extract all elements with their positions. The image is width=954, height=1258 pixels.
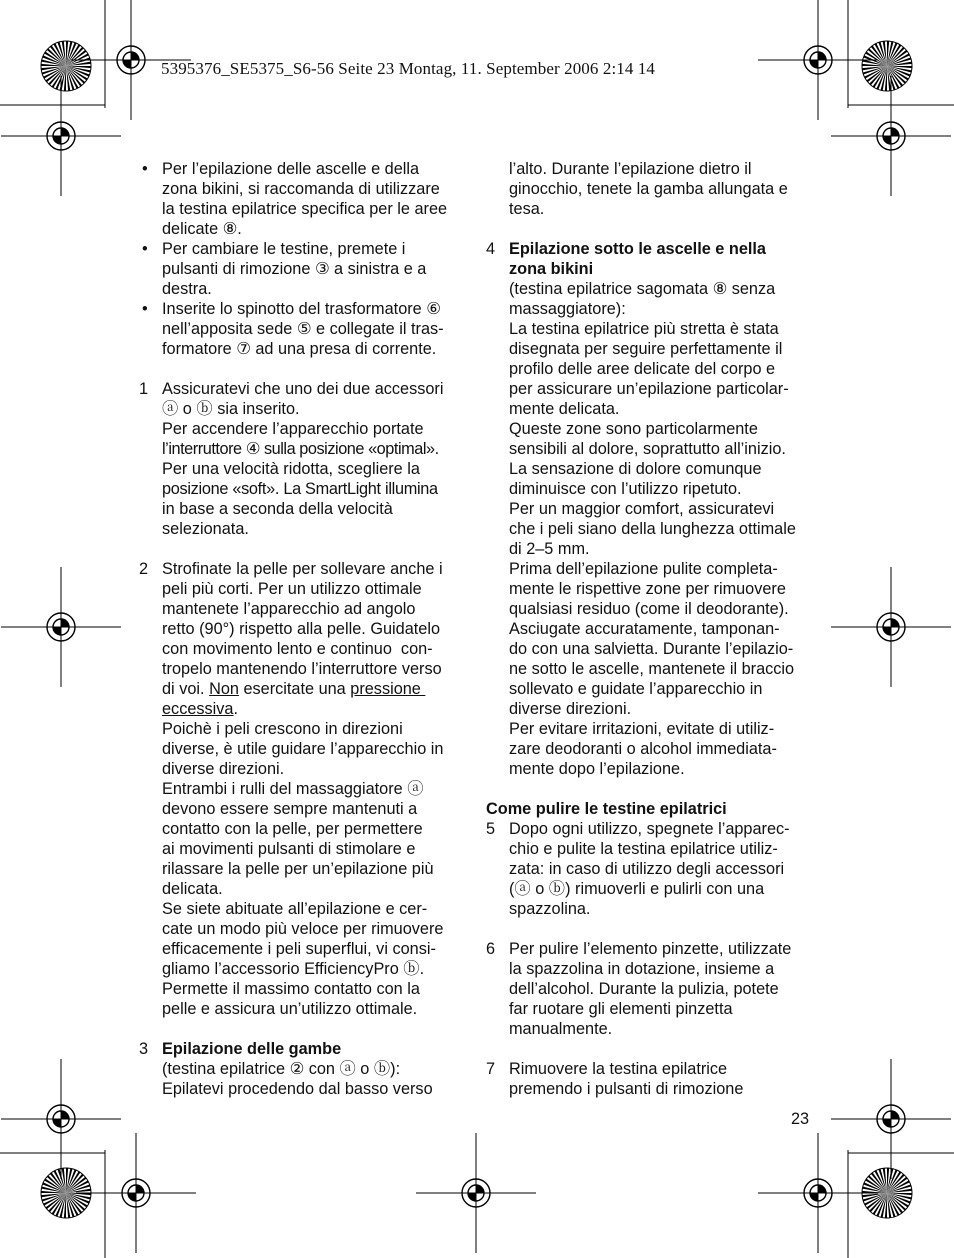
- step-6: [486, 939, 816, 1039]
- line: rilassare la pelle per un’epilazione più: [162, 860, 434, 878]
- line: delicata.: [162, 880, 223, 898]
- line: La sensazione di dolore comunque: [509, 460, 762, 478]
- line: la spazzolina in dotazione, insieme a: [509, 960, 775, 978]
- step-3: [139, 1039, 469, 1099]
- line: la testina epilatrice specifica per le aree: [162, 200, 448, 218]
- line: l’interruttore ④ sulla posizione «optimal».: [162, 440, 439, 458]
- registration-mark: [416, 1133, 536, 1253]
- line: spazzolina.: [509, 900, 591, 918]
- print-header: 5395376_SE5375_S6-56 Seite 23 Montag, 11. September 2006 2:14 14: [161, 59, 656, 78]
- line: Entrambi i rulli del massaggiatore ⓐ: [162, 780, 424, 798]
- step-2: [139, 559, 469, 1019]
- line: La testina epilatrice più stretta è stata: [509, 320, 779, 338]
- registration-mark: [758, 1133, 878, 1253]
- underlined-text: Non: [209, 680, 239, 698]
- line: pulsanti di rimozione ③ a sinistra e a: [162, 260, 427, 278]
- line: dell’alcohol. Durante la pulizia, potete: [509, 980, 779, 998]
- registration-mark: [831, 1059, 951, 1179]
- line: posizione «soft». La SmartLight illumina: [162, 480, 438, 498]
- step-number: 4: [486, 240, 496, 258]
- line: Poichè i peli crescono in direzioni: [162, 720, 403, 738]
- line: zona bikini, si raccomanda di utilizzare: [162, 180, 440, 198]
- step-number: 1: [139, 380, 149, 398]
- line: diminuisce con l’utilizzo ripetuto.: [509, 480, 742, 498]
- line: con movimento lento e continuo con-: [162, 640, 433, 658]
- registration-mark: [758, 0, 878, 120]
- line: Strofinate la pelle per sollevare anche i: [162, 560, 443, 578]
- line: in base a seconda della velocità: [162, 500, 393, 518]
- right-column: [486, 159, 816, 1099]
- line: diverse direzioni.: [162, 760, 285, 778]
- registration-mark: [831, 76, 951, 196]
- step-1: [139, 379, 469, 539]
- line: selezionata.: [162, 520, 249, 538]
- line: efficacemente i peli superflui, vi consi-: [162, 940, 436, 958]
- text: di voi.: [162, 680, 210, 698]
- registration-mark: [1, 1059, 121, 1179]
- list-item: [139, 239, 469, 299]
- line: Epilatevi procedendo dal basso verso: [162, 1080, 433, 1098]
- line: ne sotto le ascelle, mantenete il braccio: [509, 660, 795, 678]
- step-title: Epilazione sotto le ascelle e nella: [509, 240, 766, 258]
- line: ⓐ o ⓑ sia inserito.: [162, 400, 300, 418]
- step-number: 2: [139, 560, 149, 578]
- list-item: [139, 159, 469, 239]
- line: Per pulire l’elemento pinzette, utilizzate: [509, 940, 792, 958]
- underlined-text: pressione: [350, 680, 426, 698]
- line: sensibili al dolore, soprattutto all’inizio.: [509, 440, 786, 458]
- line: Prima dell’epilazione pulite completa-: [509, 560, 778, 578]
- line: Per l’epilazione delle ascelle e della: [162, 160, 420, 178]
- line: zare deodoranti o alcohol immediata-: [509, 740, 777, 758]
- line: cate un modo più veloce per rimuovere: [162, 920, 444, 938]
- line: Per una velocità ridotta, scegliere la: [162, 460, 420, 478]
- line: retto (90°) rispetto alla pelle. Guidatelo: [162, 620, 441, 638]
- step-4: [486, 239, 816, 779]
- line: Per cambiare le testine, premete i: [162, 240, 406, 258]
- step-title: Epilazione delle gambe: [162, 1040, 342, 1058]
- line: Inserite lo spinotto del trasformatore ⑥: [162, 300, 441, 318]
- line: far ruotare gli elementi pinzetta: [509, 1000, 733, 1018]
- line: Per accendere l’apparecchio portate: [162, 420, 424, 438]
- underlined-text: eccessiva: [162, 700, 234, 718]
- step-number: 5: [486, 820, 496, 838]
- step-5: [486, 819, 816, 919]
- line: premendo i pulsanti di rimozione: [509, 1080, 744, 1098]
- step-number: 6: [486, 940, 496, 958]
- star-target-mark: [41, 41, 91, 91]
- step-3-continued: [486, 159, 816, 219]
- line: che i peli siano della lunghezza ottimale: [509, 520, 796, 538]
- line: peli più corti. Per un utilizzo ottimale: [162, 580, 422, 598]
- text: .: [233, 700, 239, 718]
- line: Per un maggior comfort, assicuratevi: [509, 500, 775, 518]
- line: formatore ⑦ ad una presa di corrente.: [162, 340, 437, 358]
- line: Permette il massimo contatto con la: [162, 980, 420, 998]
- bullet: •: [142, 240, 148, 258]
- line: gliamo l’accessorio EfficiencyPro ⓑ.: [162, 960, 425, 978]
- line: (ⓐ o ⓑ) rimuoverli e pulirli con una: [509, 880, 765, 898]
- line: devono essere sempre mantenuti a: [162, 800, 418, 818]
- line: destra.: [162, 280, 212, 298]
- page-number: 23: [791, 1110, 810, 1128]
- line: [162, 679, 469, 699]
- line: Dopo ogni utilizzo, spegnete l’apparec-: [509, 820, 790, 838]
- line: pelle e assicura un’utilizzo ottimale.: [162, 1000, 418, 1018]
- line: qualsiasi residuo (come il deodorante).: [509, 600, 789, 618]
- line: Rimuovere la testina epilatrice: [509, 1060, 728, 1078]
- line: Se siete abituate all’epilazione e cer-: [162, 900, 428, 918]
- registration-mark: [1, 567, 121, 687]
- registration-mark: [831, 567, 951, 687]
- line: mente dopo l’epilazione.: [509, 760, 685, 778]
- line: massaggiatore):: [509, 300, 626, 318]
- step-number: 7: [486, 1060, 496, 1078]
- line: mente le rispettive zone per rimuovere: [509, 580, 786, 598]
- text: esercitate una: [238, 680, 351, 698]
- line: (testina epilatrice sagomata ⑧ senza: [509, 280, 776, 298]
- star-target-mark: [862, 41, 912, 91]
- line: zata: in caso di utilizzo degli accessori: [509, 860, 785, 878]
- line: per assicurare un’epilazione particolar-: [509, 380, 789, 398]
- left-column: [139, 159, 469, 1099]
- line: sollevato e guidate l’apparecchio in: [509, 680, 763, 698]
- step-title: zona bikini: [509, 260, 594, 278]
- line: do con una salvietta. Durante l’epilazio-: [509, 640, 794, 658]
- step-number: 3: [139, 1040, 149, 1058]
- line: mente delicata.: [509, 400, 620, 418]
- line: diverse direzioni.: [509, 700, 632, 718]
- line: delicate ⑧.: [162, 220, 242, 238]
- step-7: [486, 1059, 816, 1099]
- line: Queste zone sono particolarmente: [509, 420, 758, 438]
- bullet: •: [142, 160, 148, 178]
- bullet: •: [142, 300, 148, 318]
- line: tropelo mantenendo l’interruttore verso: [162, 660, 442, 678]
- line: manualmente.: [509, 1020, 613, 1038]
- line: chio e pulite la testina epilatrice utiliz-: [509, 840, 778, 858]
- list-item: [139, 299, 469, 359]
- line: disegnata per seguire perfettamente il: [509, 340, 783, 358]
- line: profilo delle aree delicate del corpo e: [509, 360, 776, 378]
- line: (testina epilatrice ② con ⓐ o ⓑ):: [162, 1060, 401, 1078]
- line: Per evitare irritazioni, evitate di utiliz-: [509, 720, 775, 738]
- registration-mark: [76, 1133, 196, 1253]
- line: Asciugate accuratamente, tamponan-: [509, 620, 780, 638]
- line: nell’apposita sede ⑤ e collegate il tras-: [162, 320, 444, 338]
- line: [162, 699, 469, 719]
- line: diverse, è utile guidare l’apparecchio in: [162, 740, 444, 758]
- registration-mark: [1, 76, 121, 196]
- line: mantenete l’apparecchio ad angolo: [162, 600, 416, 618]
- line: di 2–5 mm.: [509, 540, 590, 558]
- line: ai movimenti pulsanti di stimolare e: [162, 840, 416, 858]
- line: Assicuratevi che uno dei due accessori: [162, 380, 444, 398]
- line: contatto con la pelle, per permettere: [162, 820, 423, 838]
- line: l’alto. Durante l’epilazione dietro il: [509, 160, 752, 178]
- line: ginocchio, tenete la gamba allungata e: [509, 180, 788, 198]
- line: tesa.: [509, 200, 545, 218]
- section-heading: Come pulire le testine epilatrici: [486, 800, 727, 818]
